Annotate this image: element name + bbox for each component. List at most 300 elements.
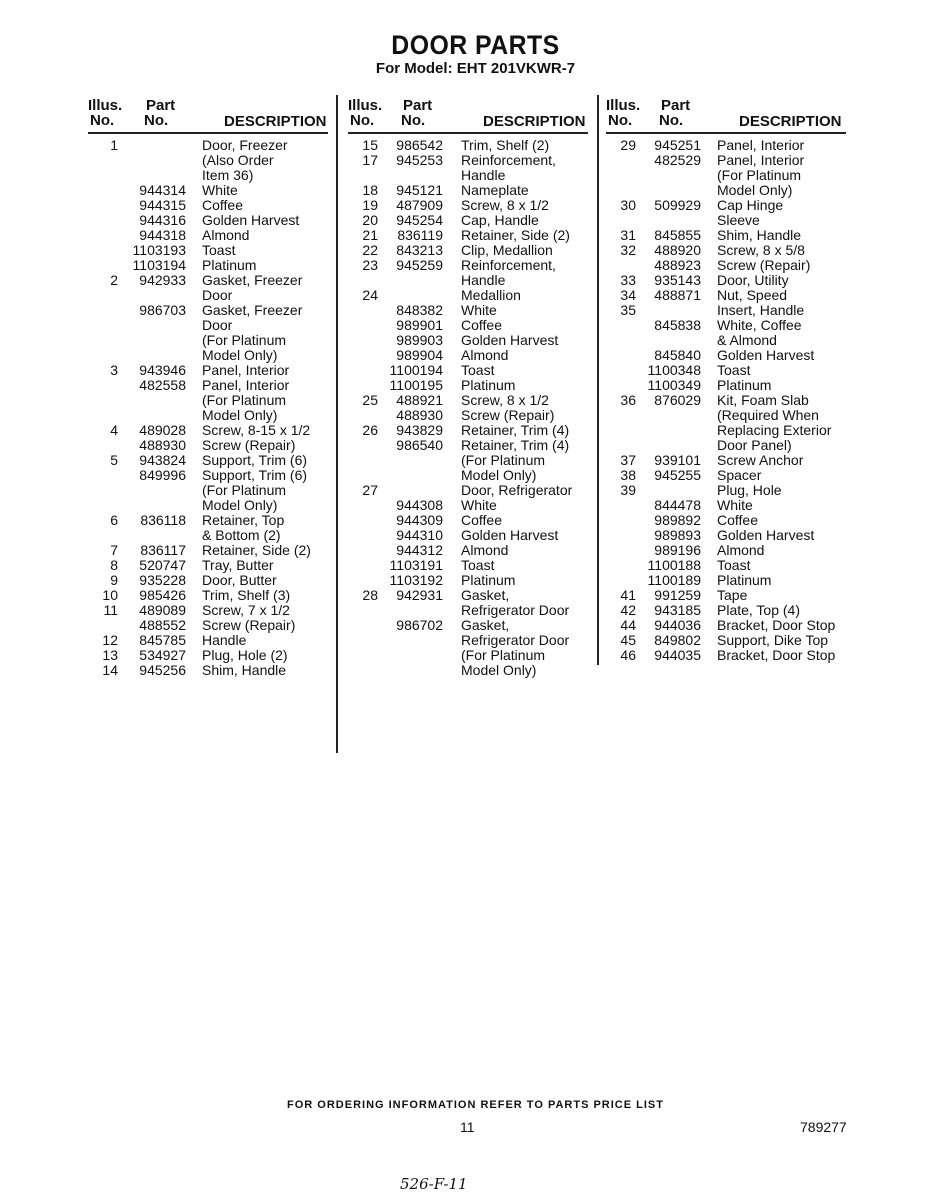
table-row (606, 333, 846, 348)
part-description: Retainer, Trim (4) (461, 422, 570, 438)
table-row (348, 168, 588, 183)
part-description: Gasket, Freezer (202, 272, 303, 288)
table-row (348, 243, 588, 258)
table-row (88, 408, 328, 423)
part-description: Retainer, Side (2) (202, 542, 311, 558)
part-description: Support, Trim (6) (202, 452, 308, 468)
table-row (348, 183, 588, 198)
part-description: Support, Trim (6) (202, 467, 308, 483)
part-number: 488930 (139, 437, 186, 453)
part-number: 944308 (396, 497, 443, 513)
part-number: 945259 (396, 257, 443, 273)
illus-number: 12 (102, 632, 118, 648)
part-description: Sleeve (717, 212, 760, 228)
table-row (88, 438, 328, 453)
part-description: Screw, 8 x 1/2 (461, 392, 549, 408)
part-number: 986542 (396, 137, 443, 153)
part-number: 488921 (396, 392, 443, 408)
table-row (606, 303, 846, 318)
part-description: Panel, Interior (717, 152, 805, 168)
part-description: Item 36) (202, 167, 254, 183)
parts-list (606, 134, 846, 663)
table-row (88, 528, 328, 543)
part-number: 836118 (140, 512, 186, 528)
column-divider (597, 95, 599, 665)
part-header: Part (403, 97, 433, 114)
table-row (88, 258, 328, 273)
part-number: 989903 (396, 332, 443, 348)
part-number: 488930 (396, 407, 443, 423)
table-row (348, 438, 588, 453)
part-description: & Bottom (2) (202, 527, 281, 543)
part-number: 844478 (654, 497, 701, 513)
illus-number: 2 (110, 272, 118, 288)
part-description: Bracket, Door Stop (717, 647, 836, 663)
part-description: (For Platinum (202, 332, 287, 348)
illus-number: 26 (362, 422, 378, 438)
part-number: 942933 (139, 272, 186, 288)
table-row (348, 573, 588, 588)
table-row (348, 513, 588, 528)
table-row (88, 138, 328, 153)
parts-list (88, 134, 328, 678)
part-description: Tape (717, 587, 748, 603)
table-row (348, 423, 588, 438)
part-description: Refrigerator Door (461, 602, 570, 618)
part-number: 945255 (654, 467, 701, 483)
part-description: Bracket, Door Stop (717, 617, 836, 633)
part-number: 488920 (654, 242, 701, 258)
table-row (606, 153, 846, 168)
part-description: Golden Harvest (717, 347, 815, 363)
table-row (88, 213, 328, 228)
column-header (606, 96, 846, 134)
table-row (88, 153, 328, 168)
illus-number: 21 (362, 227, 378, 243)
part-description: Plug, Hole (717, 482, 782, 498)
table-row (88, 543, 328, 558)
part-number: 944310 (396, 527, 443, 543)
part-number: 944315 (139, 197, 186, 213)
part-description: Cap, Handle (461, 212, 539, 228)
table-row (88, 393, 328, 408)
part-description: Handle (461, 272, 506, 288)
table-row (348, 603, 588, 618)
part-description: Screw (Repair) (202, 617, 296, 633)
table-row (348, 303, 588, 318)
part-number: 943824 (139, 452, 186, 468)
table-row (88, 558, 328, 573)
part-description: Panel, Interior (202, 377, 290, 393)
table-row (348, 138, 588, 153)
part-description: Toast (461, 362, 495, 378)
part-number: 1100194 (389, 362, 443, 378)
table-row (606, 408, 846, 423)
part-description: Almond (461, 347, 509, 363)
part-description: Almond (717, 542, 765, 558)
part-description: Coffee (717, 512, 758, 528)
part-description: Plate, Top (4) (717, 602, 801, 618)
handwritten-note: 526-F-11 (400, 1175, 468, 1193)
part-number: 482529 (654, 152, 701, 168)
part-number: 944309 (396, 512, 443, 528)
part-description: Golden Harvest (717, 527, 815, 543)
table-row (88, 363, 328, 378)
table-row (348, 258, 588, 273)
part-description: Screw, 8 x 1/2 (461, 197, 549, 213)
table-row (348, 363, 588, 378)
table-row (88, 228, 328, 243)
part-number: 944318 (139, 227, 186, 243)
part-number: 489089 (139, 602, 186, 618)
table-row (348, 483, 588, 498)
part-description: Coffee (202, 197, 243, 213)
column-header (348, 96, 588, 134)
part-number: 935143 (654, 272, 701, 288)
part-description: Model Only) (461, 467, 537, 483)
table-row (606, 453, 846, 468)
part-description: Plug, Hole (2) (202, 647, 288, 663)
part-description: Screw (Repair) (202, 437, 296, 453)
illus-number: 20 (362, 212, 378, 228)
part-number: 944312 (396, 542, 443, 558)
table-row (606, 468, 846, 483)
table-row (88, 498, 328, 513)
part-description: Reinforcement, (461, 257, 556, 273)
table-row (348, 378, 588, 393)
part-description: Trim, Shelf (2) (461, 137, 550, 153)
illus-number: 29 (620, 137, 636, 153)
table-row (606, 513, 846, 528)
illus-number: 41 (620, 587, 636, 603)
part-description: Replacing Exterior (717, 422, 832, 438)
part-number: 944036 (654, 617, 701, 633)
part-number: 943185 (654, 602, 701, 618)
part-number: 843213 (396, 242, 443, 258)
part-description: Kit, Foam Slab (717, 392, 809, 408)
part-number: 534927 (139, 647, 186, 663)
illus-number: 36 (620, 392, 636, 408)
illus-number: 35 (620, 302, 636, 318)
part-number: 845785 (139, 632, 186, 648)
part-description: Retainer, Top (202, 512, 285, 528)
table-row (348, 498, 588, 513)
part-description: Platinum (717, 572, 772, 588)
part-no-header: No. (144, 112, 169, 129)
part-description: Golden Harvest (461, 527, 559, 543)
table-row (606, 183, 846, 198)
table-row (348, 543, 588, 558)
part-description: Support, Dike Top (717, 632, 829, 648)
illus-number: 18 (362, 182, 378, 198)
part-description: Coffee (461, 317, 502, 333)
illus-number: 4 (110, 422, 118, 438)
illus-number: 11 (103, 602, 118, 618)
table-row (606, 648, 846, 663)
table-row (606, 348, 846, 363)
table-row (88, 198, 328, 213)
table-row (88, 318, 328, 333)
part-number: 849802 (654, 632, 701, 648)
part-number: 845838 (654, 317, 701, 333)
part-number: 1103191 (389, 557, 443, 573)
illus-number: 30 (620, 197, 636, 213)
part-description: Model Only) (202, 497, 278, 513)
illus-number: 27 (362, 482, 378, 498)
part-number: 836119 (397, 227, 443, 243)
table-row (88, 468, 328, 483)
model-subtitle: For Model: EHT 201VKWR-7 (375, 60, 576, 77)
part-number: 991259 (654, 587, 701, 603)
page-number: 11 (460, 1119, 475, 1135)
part-description: Door (202, 287, 233, 303)
table-row (348, 333, 588, 348)
illus-number: 45 (620, 632, 636, 648)
table-row (606, 588, 846, 603)
part-number: 488923 (654, 257, 701, 273)
part-description: Platinum (461, 572, 516, 588)
part-number: 986703 (139, 302, 186, 318)
column-divider (336, 95, 338, 753)
column-header (88, 96, 328, 134)
part-description: Handle (202, 632, 247, 648)
illus-number: 42 (620, 602, 636, 618)
table-row (606, 483, 846, 498)
part-number: 989893 (654, 527, 701, 543)
table-row (88, 648, 328, 663)
illus-number: 23 (362, 257, 378, 273)
table-row (88, 273, 328, 288)
parts-list (348, 134, 588, 678)
part-number: 989901 (396, 317, 443, 333)
part-description: Toast (202, 242, 236, 258)
part-number: 945251 (654, 137, 701, 153)
table-row (606, 378, 846, 393)
illus-number: 10 (102, 587, 118, 603)
ordering-note: FOR ORDERING INFORMATION REFER TO PARTS PRICE LIST (287, 1099, 664, 1111)
part-number: 1100349 (647, 377, 701, 393)
part-number: 989892 (654, 512, 701, 528)
table-row (88, 168, 328, 183)
part-description: Toast (717, 557, 751, 573)
illus-header: Illus. (88, 97, 123, 114)
part-description: (Also Order (202, 152, 274, 168)
part-description: Gasket, (461, 587, 510, 603)
table-row (606, 528, 846, 543)
part-description: (For Platinum (202, 482, 287, 498)
description-header: DESCRIPTION (739, 113, 842, 130)
part-number: 488552 (139, 617, 186, 633)
part-number: 945254 (396, 212, 443, 228)
part-number: 942931 (396, 587, 443, 603)
part-description: Medallion (461, 287, 521, 303)
illus-number: 7 (110, 542, 118, 558)
part-description: White, Coffee (717, 317, 802, 333)
parts-column-1 (88, 96, 328, 678)
part-number: 1100189 (647, 572, 701, 588)
part-number: 845855 (654, 227, 701, 243)
part-number: 945256 (139, 662, 186, 678)
table-row (88, 573, 328, 588)
part-description: Coffee (461, 512, 502, 528)
table-row (88, 303, 328, 318)
part-no-header: No. (659, 112, 684, 129)
part-description: Shim, Handle (717, 227, 802, 243)
table-row (88, 348, 328, 363)
table-row (606, 423, 846, 438)
part-description: White (202, 182, 238, 198)
table-row (348, 393, 588, 408)
table-row (348, 588, 588, 603)
table-row (606, 573, 846, 588)
part-description: Screw, 8 x 5/8 (717, 242, 805, 258)
table-row (348, 228, 588, 243)
illus-number: 15 (362, 137, 378, 153)
table-row (88, 243, 328, 258)
table-row (606, 168, 846, 183)
part-description: Screw, 7 x 1/2 (202, 602, 290, 618)
part-description: Door, Butter (202, 572, 277, 588)
table-row (606, 273, 846, 288)
illus-no-header: No. (608, 112, 633, 129)
table-row (348, 318, 588, 333)
part-number: 509929 (654, 197, 701, 213)
table-row (88, 453, 328, 468)
table-row (88, 603, 328, 618)
part-number: 943946 (139, 362, 186, 378)
part-description: Handle (461, 167, 506, 183)
part-description: (For Platinum (461, 452, 546, 468)
part-description: Gasket, (461, 617, 510, 633)
table-row (88, 483, 328, 498)
table-row (88, 588, 328, 603)
part-header: Part (661, 97, 691, 114)
illus-number: 13 (102, 647, 118, 663)
part-description: Model Only) (202, 407, 278, 423)
table-row (348, 153, 588, 168)
table-row (88, 288, 328, 303)
part-description: Almond (461, 542, 509, 558)
part-number: 1103193 (132, 242, 186, 258)
part-description: Almond (202, 227, 250, 243)
part-number: 989196 (654, 542, 701, 558)
part-number: 944314 (139, 182, 186, 198)
table-row (348, 468, 588, 483)
part-number: 944035 (654, 647, 701, 663)
part-number: 487909 (396, 197, 443, 213)
table-row (348, 408, 588, 423)
part-number: 944316 (139, 212, 186, 228)
parts-column-2 (348, 96, 588, 678)
part-description: Model Only) (717, 182, 793, 198)
part-number: 945253 (396, 152, 443, 168)
table-row (606, 393, 846, 408)
part-number: 849996 (139, 467, 186, 483)
illus-no-header: No. (90, 112, 115, 129)
part-description: Screw (Repair) (461, 407, 555, 423)
table-row (606, 558, 846, 573)
illus-number: 5 (110, 452, 118, 468)
part-description: Panel, Interior (202, 362, 290, 378)
illus-header: Illus. (606, 97, 641, 114)
part-header: Part (146, 97, 176, 114)
part-description: Screw (Repair) (717, 257, 811, 273)
description-header: DESCRIPTION (483, 113, 586, 130)
part-number: 1103194 (132, 257, 186, 273)
table-row (348, 663, 588, 678)
table-row (606, 618, 846, 633)
illus-number: 17 (362, 152, 378, 168)
table-row (606, 243, 846, 258)
part-description: Clip, Medallion (461, 242, 553, 258)
illus-number: 8 (110, 557, 118, 573)
table-row (88, 423, 328, 438)
part-number: 488871 (654, 287, 701, 303)
part-number: 848382 (396, 302, 443, 318)
illus-number: 39 (620, 482, 636, 498)
illus-number: 37 (620, 452, 636, 468)
part-description: Refrigerator Door (461, 632, 570, 648)
table-row (88, 633, 328, 648)
part-description: (For Platinum (461, 647, 546, 663)
illus-number: 38 (620, 467, 636, 483)
part-description: Reinforcement, (461, 152, 556, 168)
table-row (606, 288, 846, 303)
part-description: Golden Harvest (461, 332, 559, 348)
part-description: Toast (717, 362, 751, 378)
table-row (606, 498, 846, 513)
table-row (348, 453, 588, 468)
part-number: 520747 (139, 557, 186, 573)
part-number: 489028 (139, 422, 186, 438)
illus-number: 34 (620, 287, 636, 303)
illus-number: 14 (102, 662, 118, 678)
illus-number: 31 (620, 227, 636, 243)
part-number: 1100195 (389, 377, 443, 393)
part-number: 945121 (396, 182, 443, 198)
document-number: 789277 (800, 1119, 847, 1135)
part-description: Retainer, Side (2) (461, 227, 570, 243)
part-description: Door, Refrigerator (461, 482, 573, 498)
illus-number: 25 (362, 392, 378, 408)
table-row (606, 318, 846, 333)
table-row (606, 213, 846, 228)
part-description: Platinum (717, 377, 772, 393)
part-number: 836117 (140, 542, 186, 558)
table-row (348, 528, 588, 543)
part-description: Door, Freezer (202, 137, 288, 153)
part-number: 1100188 (647, 557, 701, 573)
part-number: 935228 (139, 572, 186, 588)
part-description: White (717, 497, 753, 513)
part-no-header: No. (401, 112, 426, 129)
table-row (88, 663, 328, 678)
part-number: 986540 (396, 437, 443, 453)
part-description: & Almond (717, 332, 777, 348)
table-row (348, 648, 588, 663)
part-description: (Required When (717, 407, 819, 423)
table-row (348, 273, 588, 288)
table-row (348, 213, 588, 228)
part-description: Model Only) (202, 347, 278, 363)
part-description: Panel, Interior (717, 137, 805, 153)
part-description: Insert, Handle (717, 302, 805, 318)
illus-number: 33 (620, 272, 636, 288)
table-row (348, 633, 588, 648)
part-description: Platinum (202, 257, 257, 273)
table-row (348, 558, 588, 573)
table-row (606, 228, 846, 243)
